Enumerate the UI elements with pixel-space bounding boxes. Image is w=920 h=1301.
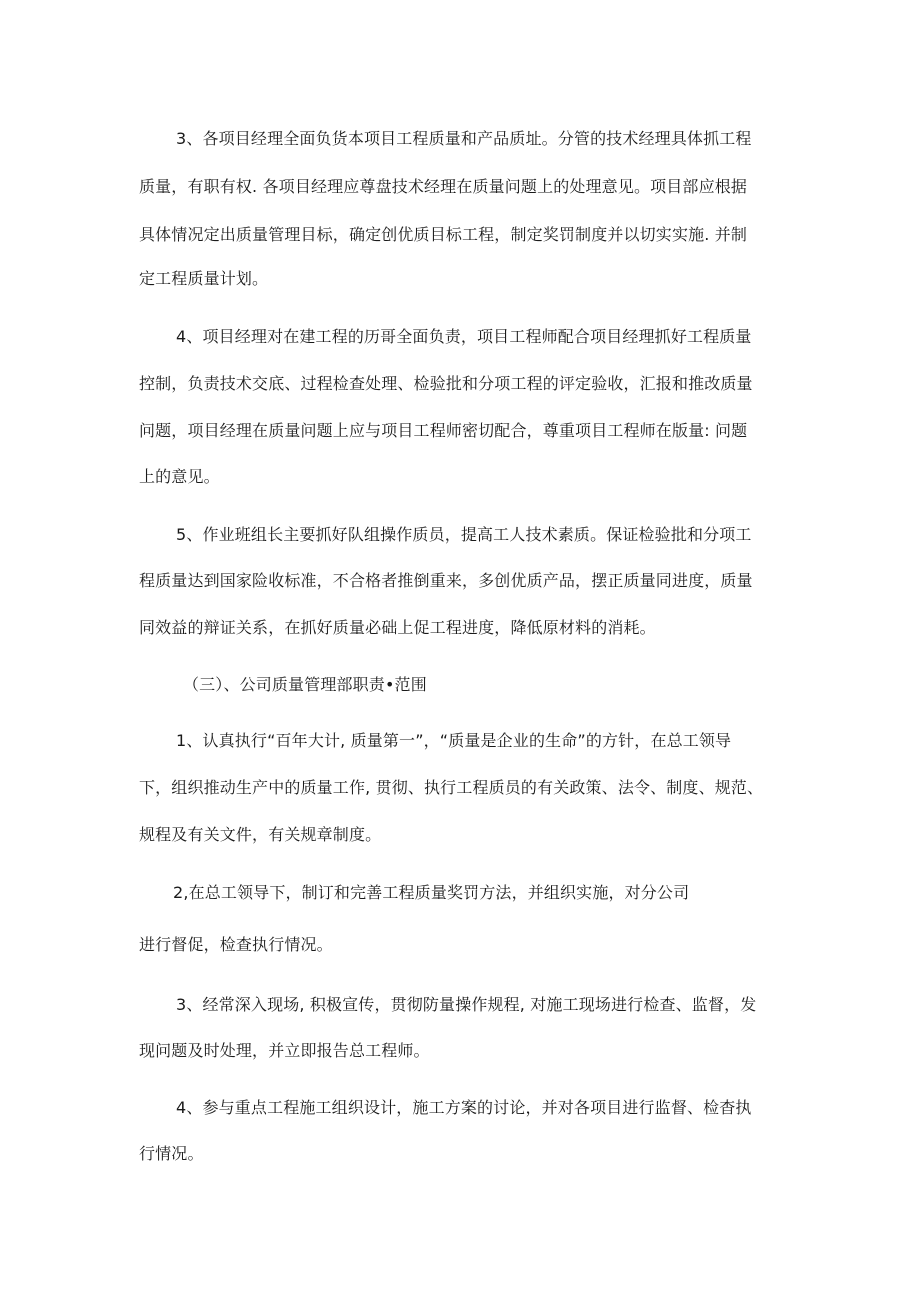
text-line: 上的意见。	[139, 467, 220, 486]
text-line: 行情况。	[139, 1144, 204, 1163]
text-line: 2,在总工领导下，制订和完善工程质量奖罚方法，并组织实施，对分公司	[173, 883, 690, 902]
text-line: 具体情况定出质量管理目标，确定创优质目标工程，制定奖罚制度并以切实实施. 并制	[139, 225, 748, 244]
text-line: 质量，有职有权. 各项目经理应尊盘技术经理在质量问题上的处理意见。项目部应根据	[139, 177, 748, 196]
text-line: 定工程质量计划。	[139, 269, 269, 288]
text-line: 1、认真执行“百年大计, 质量第一”，“质量是企业的生命”的方针，在总工领导	[176, 731, 732, 750]
text-line: 规程及有关文件，有关规章制度。	[139, 825, 382, 844]
text-line: 同效益的辩证关系，在抓好质量必础上促工程进度，降低原材料的消耗。	[139, 618, 656, 637]
text-line: 程质量达到国家险收标准，不合格者推倒重来，多创优质产品，摆正质量同进度，质量	[139, 571, 753, 590]
section-heading: （三）、公司质量管理部职责•范围	[183, 675, 427, 694]
text-line: 进行督促，检查执行情况。	[139, 935, 333, 954]
text-line: 4、项目经理对在建工程的历哥全面负责，项目工程师配合项目经理抓好工程质量	[176, 327, 752, 346]
text-line: 控制，负责技术交底、过程检查处理、检验批和分项工程的评定验收，汇报和推改质量	[139, 374, 753, 393]
text-line: 4、参与重点工程施工组织设计，施工方案的讨论，并对各项目进行监督、检杳执	[176, 1098, 752, 1117]
text-line: 5、作业班组长主要抓好队组操作质员，提高工人技术素质。保证检验批和分项工	[176, 525, 752, 544]
text-line: 现问题及时处理，并立即报告总工程师。	[139, 1041, 430, 1060]
text-line: 3、各项目经理全面负货本项目工程质量和产品质址。分管的技术经理具体抓工程	[176, 129, 752, 148]
text-line: 下，组织推动生产中的质量工作, 贯彻、执行工程质员的有关政策、法令、制度、规范、	[139, 778, 764, 797]
text-line: 问题，项目经理在质量问题上应与项目工程师密切配合，尊重项目工程师在版量: 问题	[139, 421, 748, 440]
text-line: 3、经常深入现场, 积极宣传，贯彻防量操作规程, 对施工现场进行检查、监督，发	[176, 995, 757, 1014]
